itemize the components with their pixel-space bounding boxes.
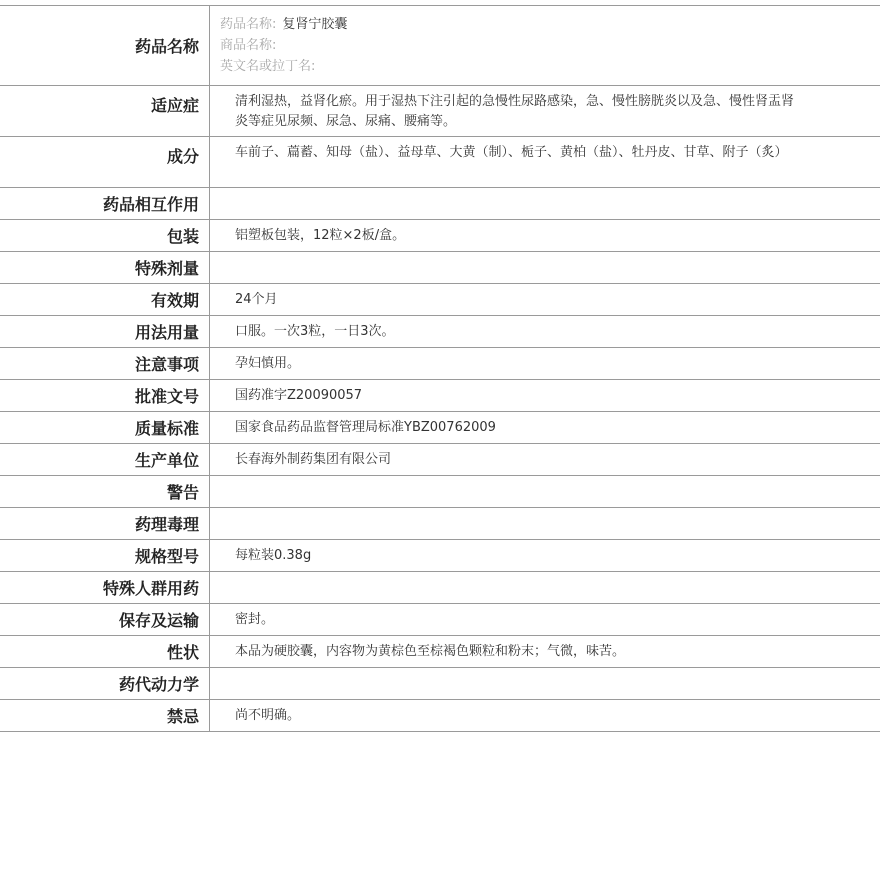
trade-name-line: [220, 35, 880, 56]
row-ingredients: [0, 137, 880, 188]
row-label: 成分: [0, 137, 210, 188]
row-manufacturer: [0, 444, 880, 476]
row-value: 尚不明确。: [235, 707, 301, 723]
row-value-cell: [210, 508, 880, 540]
row-pharmacokinetics: [0, 668, 880, 700]
row-label: 批准文号: [0, 380, 210, 412]
row-label: 规格型号: [0, 540, 210, 572]
row-value: 清利湿热，益肾化瘀。用于湿热下注引起的急慢性尿路感染，急、慢性膀胱炎以及急、慢性肾盂肾炎等症见尿频、尿急、尿痛、腰痛等。: [235, 94, 795, 129]
row-label: 警告: [0, 476, 210, 508]
row-value: 长春海外制药集团有限公司: [235, 451, 392, 467]
row-value-cell: [210, 444, 880, 476]
row-description: [0, 636, 880, 668]
row-value-cell: [210, 252, 880, 284]
row-value-cell: [210, 604, 880, 636]
row-value-cell: [210, 284, 880, 316]
row-value: 口服。一次3粒，一日3次。: [235, 323, 395, 339]
row-special-dosage: [0, 252, 880, 284]
row-label: 质量标准: [0, 412, 210, 444]
row-precautions: [0, 348, 880, 380]
row-value-cell: [210, 86, 880, 137]
row-value-cell: [210, 316, 880, 348]
row-label: 生产单位: [0, 444, 210, 476]
row-value: 本品为硬胶囊，内容物为黄棕色至棕褐色颗粒和粉末；气微，味苦。: [235, 643, 626, 659]
row-value: 铝塑板包装，12粒×2板/盒。: [235, 227, 406, 243]
drug-info-table: [0, 5, 880, 732]
drug-names-cell: [210, 6, 880, 86]
row-quality-standard: [0, 412, 880, 444]
row-shelf-life: [0, 284, 880, 316]
row-label: 药理毒理: [0, 508, 210, 540]
row-specification: [0, 540, 880, 572]
row-storage: [0, 604, 880, 636]
row-value-cell: [210, 137, 880, 188]
row-value: 孕妇慎用。: [235, 355, 301, 371]
drug-info-sheet: [0, 5, 880, 732]
row-value-cell: [210, 636, 880, 668]
row-label: 用法用量: [0, 316, 210, 348]
generic-name-line: [220, 14, 880, 35]
row-pharmacology: [0, 508, 880, 540]
row-label: 包装: [0, 220, 210, 252]
trade-name-label: 商品名称:: [220, 38, 277, 53]
row-value: 国药准字Z20090057: [235, 387, 363, 403]
row-label: 药品相互作用: [0, 188, 210, 220]
row-indications: [0, 86, 880, 137]
row-value-cell: [210, 572, 880, 604]
row-value-cell: [210, 348, 880, 380]
row-value: 每粒装0.38g: [235, 547, 312, 563]
row-value: 24个月: [235, 291, 278, 307]
row-label: 禁忌: [0, 700, 210, 732]
row-drug-interactions: [0, 188, 880, 220]
row-label: 药代动力学: [0, 668, 210, 700]
row-value: 密封。: [235, 611, 275, 627]
row-packaging: [0, 220, 880, 252]
row-value-cell: [210, 220, 880, 252]
row-warning: [0, 476, 880, 508]
row-dosage: [0, 316, 880, 348]
row-label: 适应症: [0, 86, 210, 137]
row-label: 有效期: [0, 284, 210, 316]
row-approval-number: [0, 380, 880, 412]
row-value-cell: [210, 476, 880, 508]
row-value: 车前子、萹蓄、知母（盐）、益母草、大黄（制）、栀子、黄柏（盐）、牡丹皮、甘草、附子（炙）: [235, 145, 788, 160]
row-drug-name: [0, 6, 880, 86]
row-special-populations: [0, 572, 880, 604]
row-value-cell: [210, 700, 880, 732]
row-value-cell: [210, 188, 880, 220]
english-name-line: [220, 56, 880, 77]
generic-name-value: 复肾宁胶囊: [282, 17, 348, 32]
row-value-cell: [210, 540, 880, 572]
row-label: 特殊剂量: [0, 252, 210, 284]
row-value-cell: [210, 668, 880, 700]
row-value-cell: [210, 380, 880, 412]
english-name-label: 英文名或拉丁名:: [220, 59, 316, 74]
row-contraindications: [0, 700, 880, 732]
generic-name-label: 药品名称:: [220, 17, 277, 32]
row-value-cell: [210, 412, 880, 444]
row-label: 注意事项: [0, 348, 210, 380]
row-label: 性状: [0, 636, 210, 668]
row-label: 药品名称: [0, 6, 210, 86]
row-label: 特殊人群用药: [0, 572, 210, 604]
row-value: 国家食品药品监督管理局标准YBZ00762009: [235, 419, 496, 435]
row-label: 保存及运输: [0, 604, 210, 636]
